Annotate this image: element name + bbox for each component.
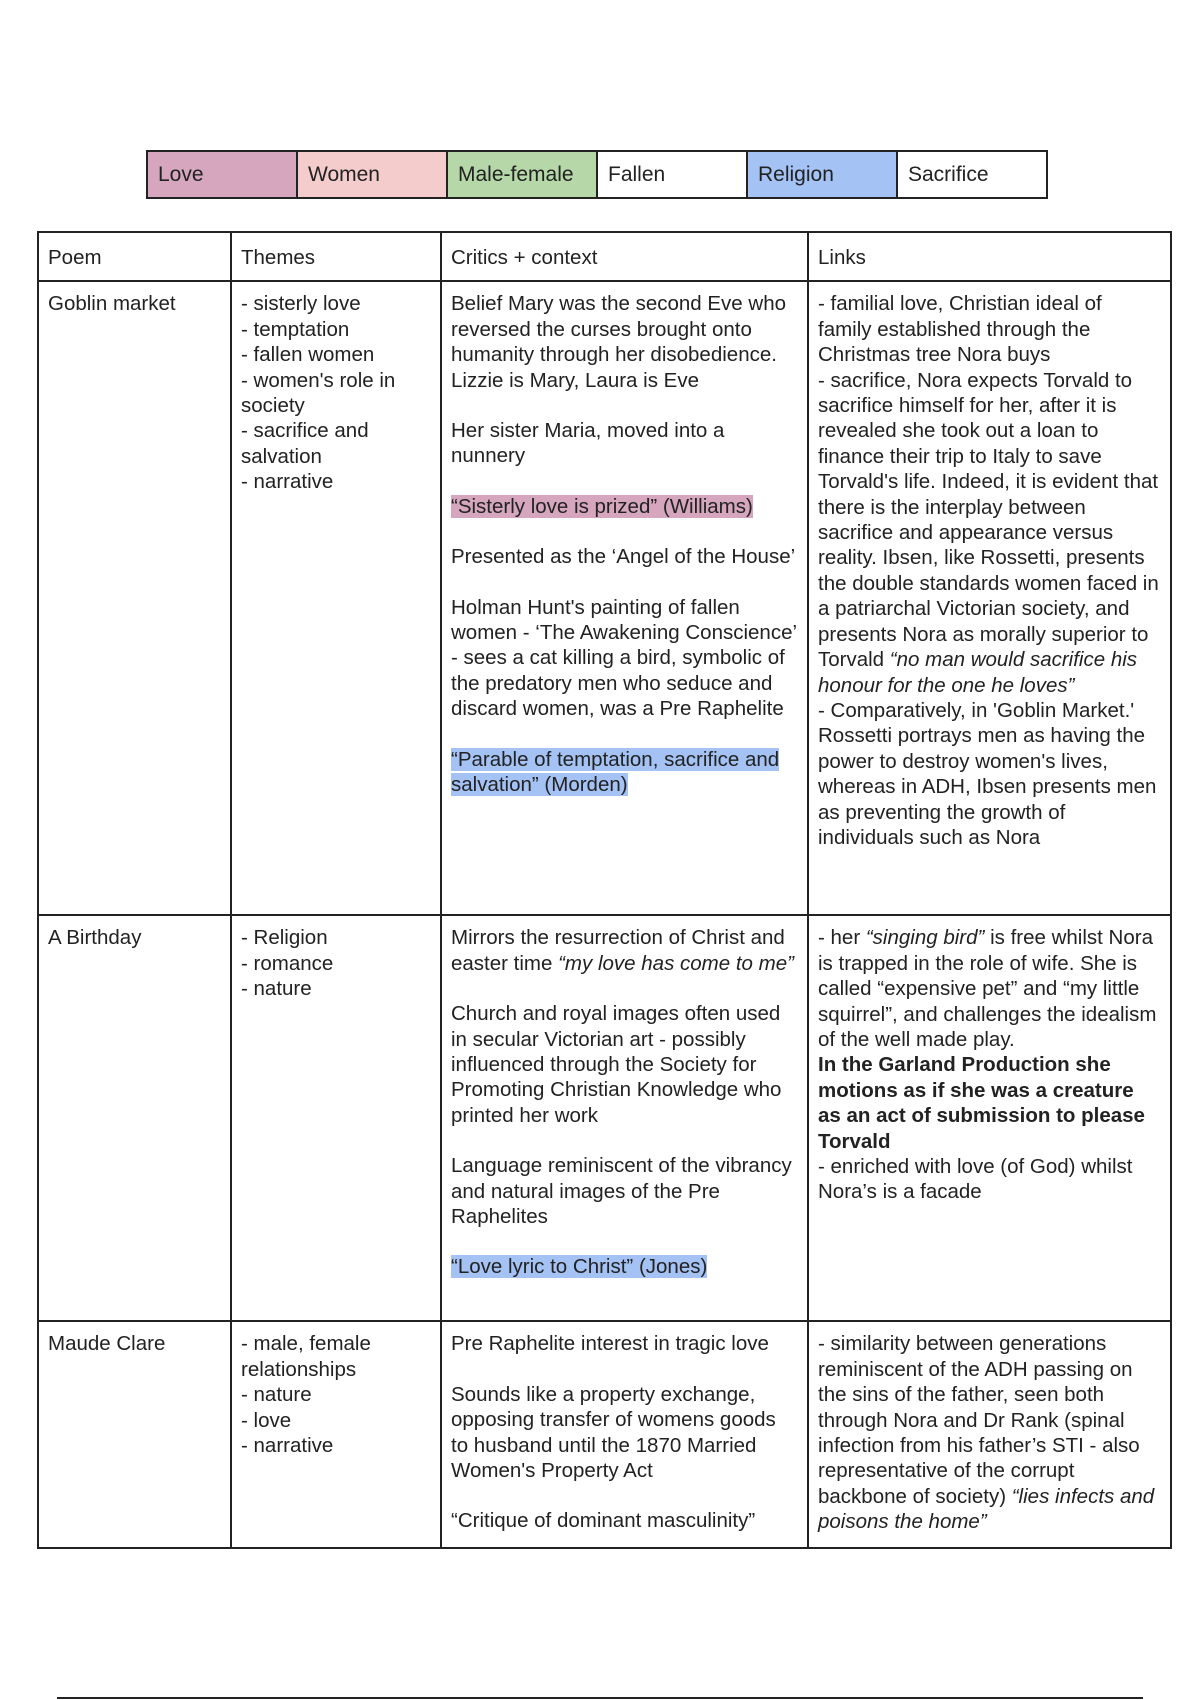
theme-item: - sacrifice and salvation xyxy=(241,419,369,468)
critics-context-cell xyxy=(441,1321,808,1548)
theme-item: - nature xyxy=(241,977,312,1001)
table-row xyxy=(38,915,1171,1321)
link-note: - familial love, Christian ideal of family established through the Christmas tree Nora buys xyxy=(818,292,1102,367)
poem-title: Maude Clare xyxy=(38,1321,231,1548)
header-links: Links xyxy=(808,232,1171,281)
critic-quote-religion: “Parable of temptation, sacrifice and salvation” (Morden) xyxy=(451,747,780,797)
link-note xyxy=(818,1331,1160,1534)
table-header-row xyxy=(38,232,1171,281)
poem-title: Goblin market xyxy=(38,281,231,915)
poems-table xyxy=(37,231,1172,1549)
legend-religion: Religion xyxy=(747,151,897,198)
table-row xyxy=(38,281,1171,915)
link-note: - enriched with love (of God) whilst Nora’s is a facade xyxy=(818,1155,1133,1204)
legend-fallen: Fallen xyxy=(597,151,747,198)
legend-sacrifice: Sacrifice xyxy=(897,151,1047,198)
critic-note: Language reminiscent of the vibrancy and natural images of the Pre Raphelites xyxy=(451,1154,792,1229)
critic-note: Presented as the ‘Angel of the House’ xyxy=(451,545,796,569)
footer-rule xyxy=(57,1697,1143,1699)
link-note-bold: In the Garland Production she motions as if she was a creature as an act of submission to please Torvald xyxy=(818,1053,1145,1153)
link-text: - sacrifice, Nora expects Torvald to sacrifice himself for her, after it is revealed she took out a loan to finance their trip to Italy to save Torvald's life. Indeed, it is evident that there is the interplay between sacrifice and appearance versus reality. Ibsen, like Rossetti, presents the double standards women faced in a patriarchal Victorian society, and presents Nora as morally superior to Torvald xyxy=(818,368,1159,672)
critic-note: Holman Hunt's painting of fallen women - ‘The Awakening Conscience’ - sees a cat killing a bird, symbolic of the predatory men who seduce and discard women, was a Pre Raphelite xyxy=(451,595,797,721)
link-quote: “singing bird” xyxy=(865,926,985,950)
theme-item: - male, female relationships xyxy=(241,1332,371,1381)
link-text: is free whilst Nora is trapped in the role of wife. She is called “expensive pet” and “my little squirrel”, and challenges the idealism of the well made play. xyxy=(818,926,1157,1052)
critic-note: Her sister Maria, moved into a nunnery xyxy=(451,419,725,468)
link-quote: “lies infects and poisons the home” xyxy=(818,1484,1155,1534)
critic-quote-religion: “Love lyric to Christ” (Jones) xyxy=(451,1255,708,1279)
theme-item: - temptation xyxy=(241,317,350,341)
theme-item: - narrative xyxy=(241,470,334,494)
critic-quote-block xyxy=(451,1254,797,1279)
theme-legend xyxy=(146,150,1048,199)
critic-note: Church and royal images often used in secular Victorian art - possibly influenced through the Society for Promoting Christian Knowledge who printed her work xyxy=(451,1002,782,1127)
theme-item: - sisterly love xyxy=(241,292,361,316)
legend-male-female: Male-female xyxy=(447,151,597,198)
legend-women: Women xyxy=(297,151,447,198)
critic-quote-love: “Sisterly love is prized” (Williams) xyxy=(451,494,753,518)
links-cell xyxy=(808,915,1171,1321)
theme-item: - fallen women xyxy=(241,343,375,367)
critic-note: Sounds like a property exchange, opposing transfer of womens goods to husband until the 1870 Married Women's Property Act xyxy=(451,1382,776,1483)
link-note xyxy=(818,368,1160,698)
theme-item: - narrative xyxy=(241,1434,334,1458)
critic-note: Belief Mary was the second Eve who reversed the curses brought onto humanity through her disobedience. Lizzie is Mary, Laura is Eve xyxy=(451,292,786,392)
critic-quote-block xyxy=(451,494,797,519)
critics-context-cell xyxy=(441,915,808,1321)
header-poem: Poem xyxy=(38,232,231,281)
themes-list xyxy=(231,281,441,915)
critic-inline-quote: “my love has come to me” xyxy=(558,951,794,975)
theme-item: - women's role in society xyxy=(241,368,396,418)
themes-list xyxy=(231,1321,441,1548)
critic-text: Mirrors the resurrection of Christ and easter time xyxy=(451,926,785,975)
critic-quote-block xyxy=(451,747,797,798)
header-critics-context: Critics + context xyxy=(441,232,808,281)
poem-title: A Birthday xyxy=(38,915,231,1321)
header-themes: Themes xyxy=(231,232,441,281)
legend-love: Love xyxy=(147,151,297,198)
theme-item: - nature xyxy=(241,1383,312,1407)
table-row xyxy=(38,1321,1171,1548)
link-text: - her xyxy=(818,926,861,950)
links-cell xyxy=(808,1321,1171,1548)
critic-note: “Critique of dominant masculinity” xyxy=(451,1509,756,1533)
link-quote: “no man would sacrifice his honour for the one he loves” xyxy=(818,648,1138,697)
theme-item: - romance xyxy=(241,951,334,975)
links-cell xyxy=(808,281,1171,915)
link-note: - Comparatively, in 'Goblin Market.' Rossetti portrays men as having the power to destroy women's lives, whereas in ADH, Ibsen presents men as preventing the growth of individuals such as Nora xyxy=(818,698,1157,849)
critic-note: Pre Raphelite interest in tragic love xyxy=(451,1332,769,1356)
link-note xyxy=(818,925,1160,1052)
critic-note xyxy=(451,925,797,976)
themes-list xyxy=(231,915,441,1321)
link-text: - similarity between generations reminiscent of the ADH passing on the sins of the father, seen both through Nora and Dr Rank (spinal infection from his father’s STI - also representative of the corrupt backbone of society) xyxy=(818,1332,1140,1508)
critics-context-cell xyxy=(441,281,808,915)
theme-item: - Religion xyxy=(241,926,328,950)
theme-item: - love xyxy=(241,1408,292,1432)
